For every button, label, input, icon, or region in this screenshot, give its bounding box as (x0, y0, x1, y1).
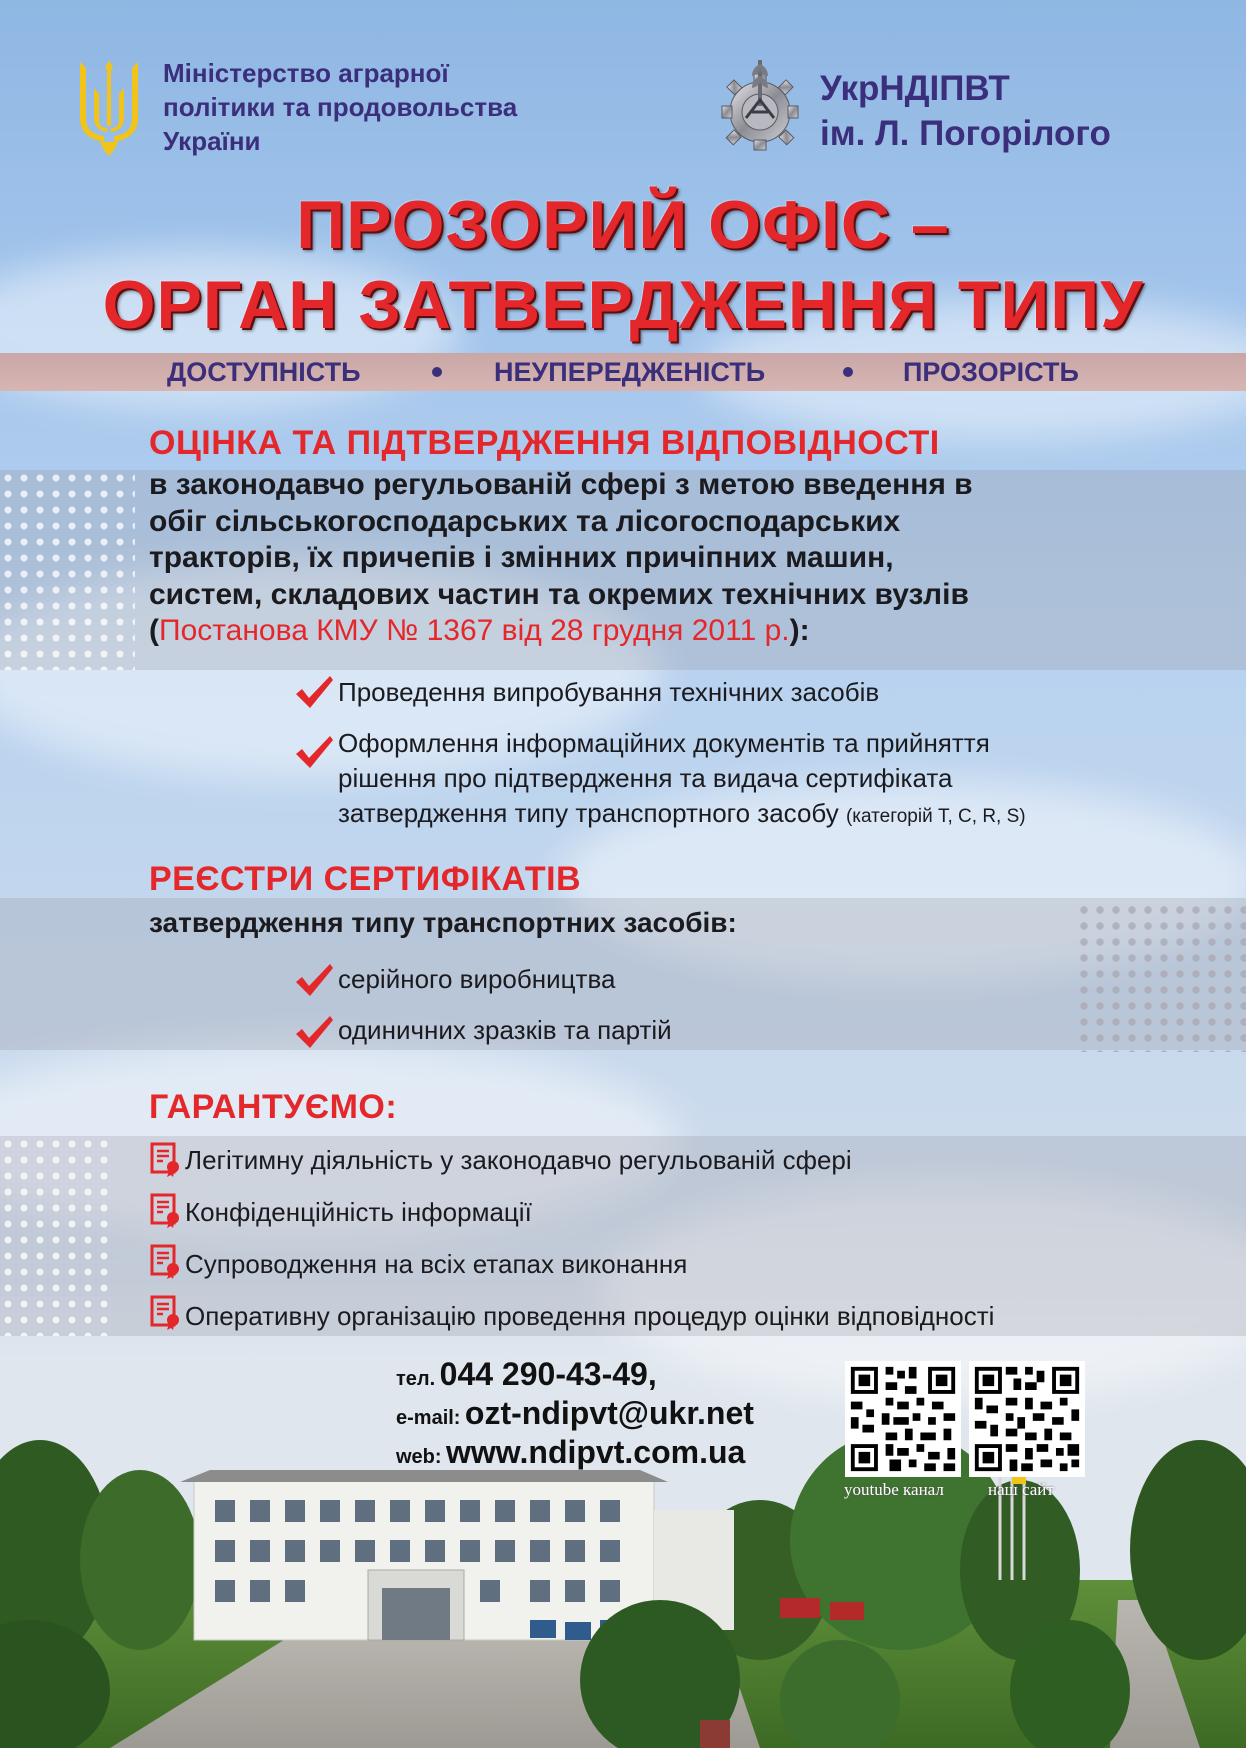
web-label: web: (396, 1446, 442, 1468)
assessment-line: в законодавчо регульованій сфері з метою введення в (149, 468, 973, 501)
email-label: e-mail: (396, 1407, 461, 1429)
guarantees-heading: ГАРАНТУЄМО: (149, 1088, 398, 1126)
website-link[interactable]: www.ndipvt.com.ua (446, 1434, 746, 1470)
assessment-text (149, 467, 1149, 650)
certificate-icon (150, 1244, 182, 1280)
institute-name: УкрНДІПВТ ім. Л. Погорілого (820, 69, 1111, 153)
value-transparency: ПРОЗОРІСТЬ (903, 357, 1079, 387)
separator-dot (843, 367, 853, 377)
web-line (396, 1434, 745, 1471)
youtube-qr-code[interactable] (845, 1361, 961, 1477)
assessment-item (338, 796, 1026, 834)
guarantee-item: Супроводження на всіх етапах виконання (185, 1249, 688, 1279)
halftone-dots (0, 470, 135, 670)
paren-close: ): (789, 614, 810, 647)
halftone-dots (0, 1136, 115, 1336)
value-impartiality: НЕУПЕРЕДЖЕНІСТЬ (494, 357, 766, 387)
assessment-item: рішення про підтвердження та видача сертифіката (338, 763, 953, 793)
checkmark-icon (294, 962, 334, 998)
assessment-reference (149, 613, 1149, 650)
value-accessibility: ДОСТУПНІСТЬ (167, 357, 361, 387)
register-item: серійного виробництва (338, 964, 616, 994)
guarantee-item: Конфіденційність інформації (185, 1197, 532, 1227)
certificate-icon (150, 1142, 182, 1178)
assessment-line: тракторів, їх причепів і змінних причіпних машин, (149, 541, 894, 574)
halftone-dots (1076, 902, 1246, 1052)
assessment-line: систем, складових частин та окремих технічних вузлів (149, 577, 969, 611)
registers-subtitle: затвердження типу транспортних засобів: (149, 907, 737, 938)
paren-open: ( (149, 614, 159, 647)
phone-label: тел. (396, 1368, 436, 1390)
category-note: (категорій T, C, R, S) (845, 806, 1026, 827)
separator-dot (432, 367, 442, 377)
title-line-2: ОРГАН ЗАТВЕРДЖЕННЯ ТИПУ (102, 267, 1144, 343)
assessment-heading: ОЦІНКА ТА ПІДТВЕРДЖЕННЯ ВІДПОВІДНОСТІ (149, 424, 940, 462)
checkmark-icon (294, 1014, 334, 1050)
website-qr-label: наш сайт (988, 1480, 1054, 1499)
certificate-icon (150, 1193, 182, 1229)
phone-number[interactable]: 044 290-43-49, (439, 1356, 657, 1392)
phone-line (396, 1356, 657, 1393)
assessment-item: Проведення випробування технічних засобів (338, 677, 880, 707)
resolution-reference: Постанова КМУ № 1367 від 28 грудня 2011 р. (159, 614, 790, 647)
registers-heading: РЕЄСТРИ СЕРТИФІКАТІВ (149, 860, 582, 898)
guarantee-item: Оперативну організацію проведення процедур оцінки відповідності (185, 1301, 995, 1331)
title-line-1: ПРОЗОРИЙ ОФІС – (296, 187, 950, 263)
ministry-name: Міністерство аграрної політики та продовольства України (163, 58, 518, 156)
certificate-icon (150, 1295, 182, 1331)
checkmark-icon (294, 674, 334, 710)
checkmark-icon (294, 734, 334, 770)
youtube-qr-label: youtube канал (844, 1480, 944, 1499)
email-line (396, 1395, 754, 1432)
assessment-line: обіг сільськогосподарських та лісогосподарських (149, 504, 901, 538)
register-item: одиничних зразків та партій (338, 1015, 672, 1045)
guarantee-item: Легітимну діяльність у законодавчо регульованій сфері (185, 1145, 852, 1175)
email-address[interactable]: ozt-ndipvt@ukr.net (464, 1395, 754, 1431)
assessment-item: Оформлення інформаційних документів та прийняття (338, 728, 990, 758)
website-qr-code[interactable] (969, 1361, 1085, 1477)
campus-photo (0, 1430, 1246, 1748)
trident-icon (74, 58, 144, 158)
assessment-item-text: затвердження типу транспортного засобу (338, 798, 839, 828)
gear-wheat-logo-icon (714, 56, 806, 152)
